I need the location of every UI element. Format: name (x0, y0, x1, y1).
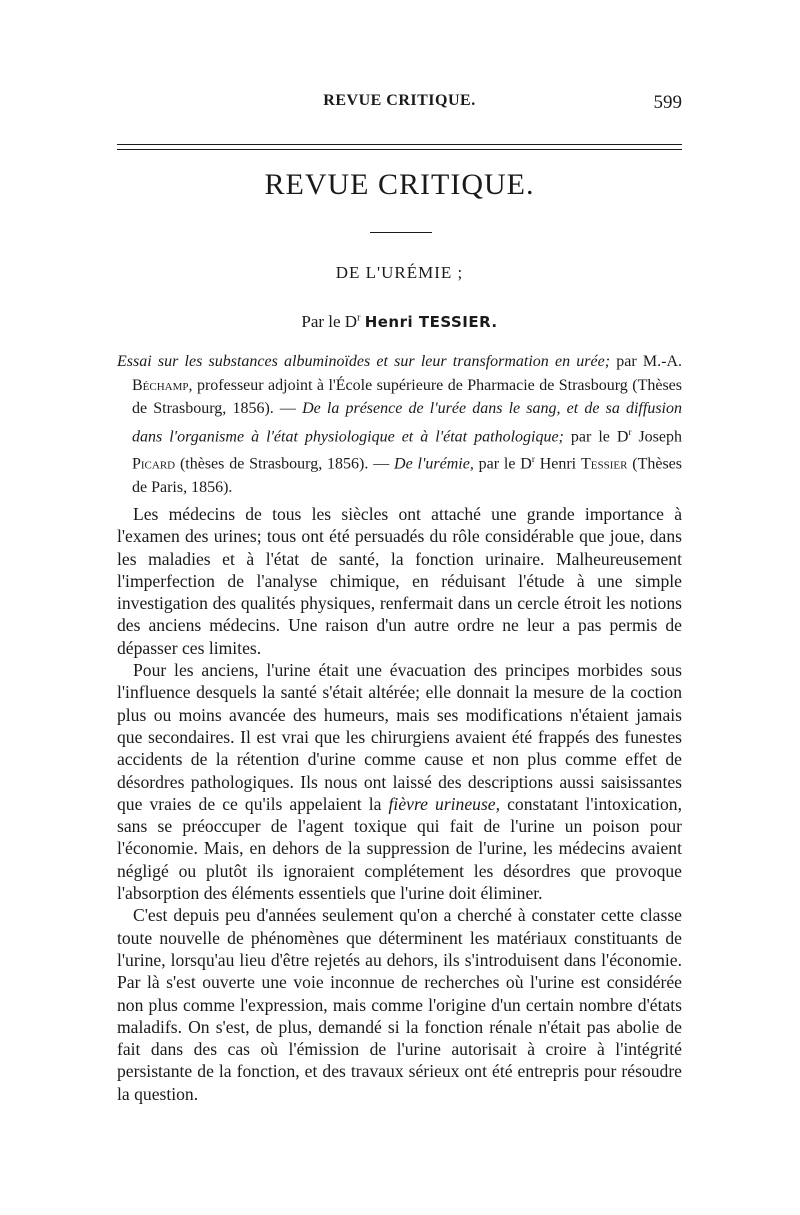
article-title-prefix: DE (335, 263, 366, 282)
biblio-sup-3: r (531, 454, 535, 465)
running-title: REVUE CRITIQUE. (323, 92, 476, 109)
biblio-person-2: Joseph (631, 427, 682, 445)
article-title (117, 263, 682, 283)
biblio-work-1: Essai sur les substances albuminoïdes et sur leur transformation en urée; (117, 353, 611, 370)
biblio-text-2: par le D (563, 427, 629, 445)
biblio-sup-2: r (628, 426, 632, 437)
bibliography-paragraph (117, 350, 682, 500)
biblio-rest-3: (Thèses de Paris, 1856). (132, 455, 683, 497)
biblio-name-2: Picard (132, 455, 176, 473)
author-name: Henri TESSIER. (364, 313, 498, 331)
author-sup: r (357, 312, 361, 324)
biblio-text-3: par le D (473, 455, 532, 473)
body-paragraph-2-a: Pour les anciens, l'urine était une évacuation des principes morbides sous l'influence desquels la santé s'était altérée; elle donnait la mesure de la coction plus ou moins avancée des humeurs, mais ses modifications n'étaient jamais que secondaires. Il est vrai que les chirurgiens avaient été frappés des funestes accidents de la rétention d'urine comme cause et non plus comme effet de désordres pathologiques. Ils nous ont laissé des descriptions aussi saisissantes que vraies de ce qu'ils appelaient la (117, 660, 682, 814)
author-prefix: Par le D (301, 312, 358, 331)
article-title-suffix: ; (452, 263, 464, 282)
body-paragraph-2 (117, 659, 682, 904)
article-title-main: L'URÉMIE (365, 263, 453, 282)
header-double-rule (117, 144, 682, 150)
biblio-name-3: Tessier (580, 455, 628, 473)
biblio-rest-1: , professeur adjoint à l'École supérieure de Pharmacie de Strasbourg (Thèses de Strasbourg, 1856). — (132, 376, 682, 417)
page-number: 599 (653, 92, 682, 113)
biblio-work-2: De la présence de l'urée dans le sang, et de sa diffusion dans l'organisme à l'état physiologique et à l'état pathologique; (132, 400, 682, 445)
section-title: REVUE CRITIQUE. (264, 168, 535, 201)
biblio-work-3: De l'urémie, (394, 455, 474, 473)
biblio-name-1: Béchamp (132, 376, 189, 394)
author-line (117, 312, 682, 332)
body-paragraph-1: Les médecins de tous les siècles ont attaché une grande importance à l'examen des urines; tous ont été persuadés du rôle considérable que joue, dans les maladies et à l'état de santé, la fonction urinaire. Malheureusement l'imperfection de l'analyse chimique, en réduisant l'étude à une simple investigation des qualités physiques, renfermait dans un cercle étroit les notions des anciens médecins. Une raison d'un autre ordre ne leur a pas permis de dépasser ces limites. (117, 504, 682, 658)
biblio-person-3: Henri (534, 455, 581, 473)
biblio-text-1: par M.-A. (610, 353, 682, 370)
bibliography (117, 350, 682, 500)
body-paragraph-3: C'est depuis peu d'années seulement qu'on a cherché à constater cette classe toute nouvelle de phénomènes que déterminent les matériaux constituants de l'urine, lorsqu'au lieu d'être rejetés au dehors, ils s'introduisent dans l'économie. Par là s'est ouverte une voie inconnue de recherches où l'urine est considérée non plus comme l'expression, mais comme l'origine d'un certain nombre d'états maladifs. On s'est, de plus, demandé si la fonction rénale n'était pas abolie de fait dans des cas où l'émission de l'urine autorisait à croire à l'intégrité persistante de la fonction, et des travaux sérieux ont été entrepris pour résoudre la question. (117, 905, 682, 1104)
body-paragraph-2-italic: fièvre urineuse, (388, 793, 501, 814)
body-paragraph-2-b: constatant l'intoxication, sans se préoccuper de l'agent toxique qui fait de l'urine un poison pour l'économie. Mais, en dehors de la suppression de l'urine, les médecins avaient négligé ou plutôt ils ignoraient complétement les désordres que provoque l'absorption des éléments essentiels que l'urine doit éliminer. (117, 793, 682, 904)
running-head (117, 92, 682, 122)
body-text (117, 503, 682, 1105)
title-divider (370, 232, 432, 233)
biblio-rest-2: (thèses de Strasbourg, 1856). — (175, 455, 395, 473)
